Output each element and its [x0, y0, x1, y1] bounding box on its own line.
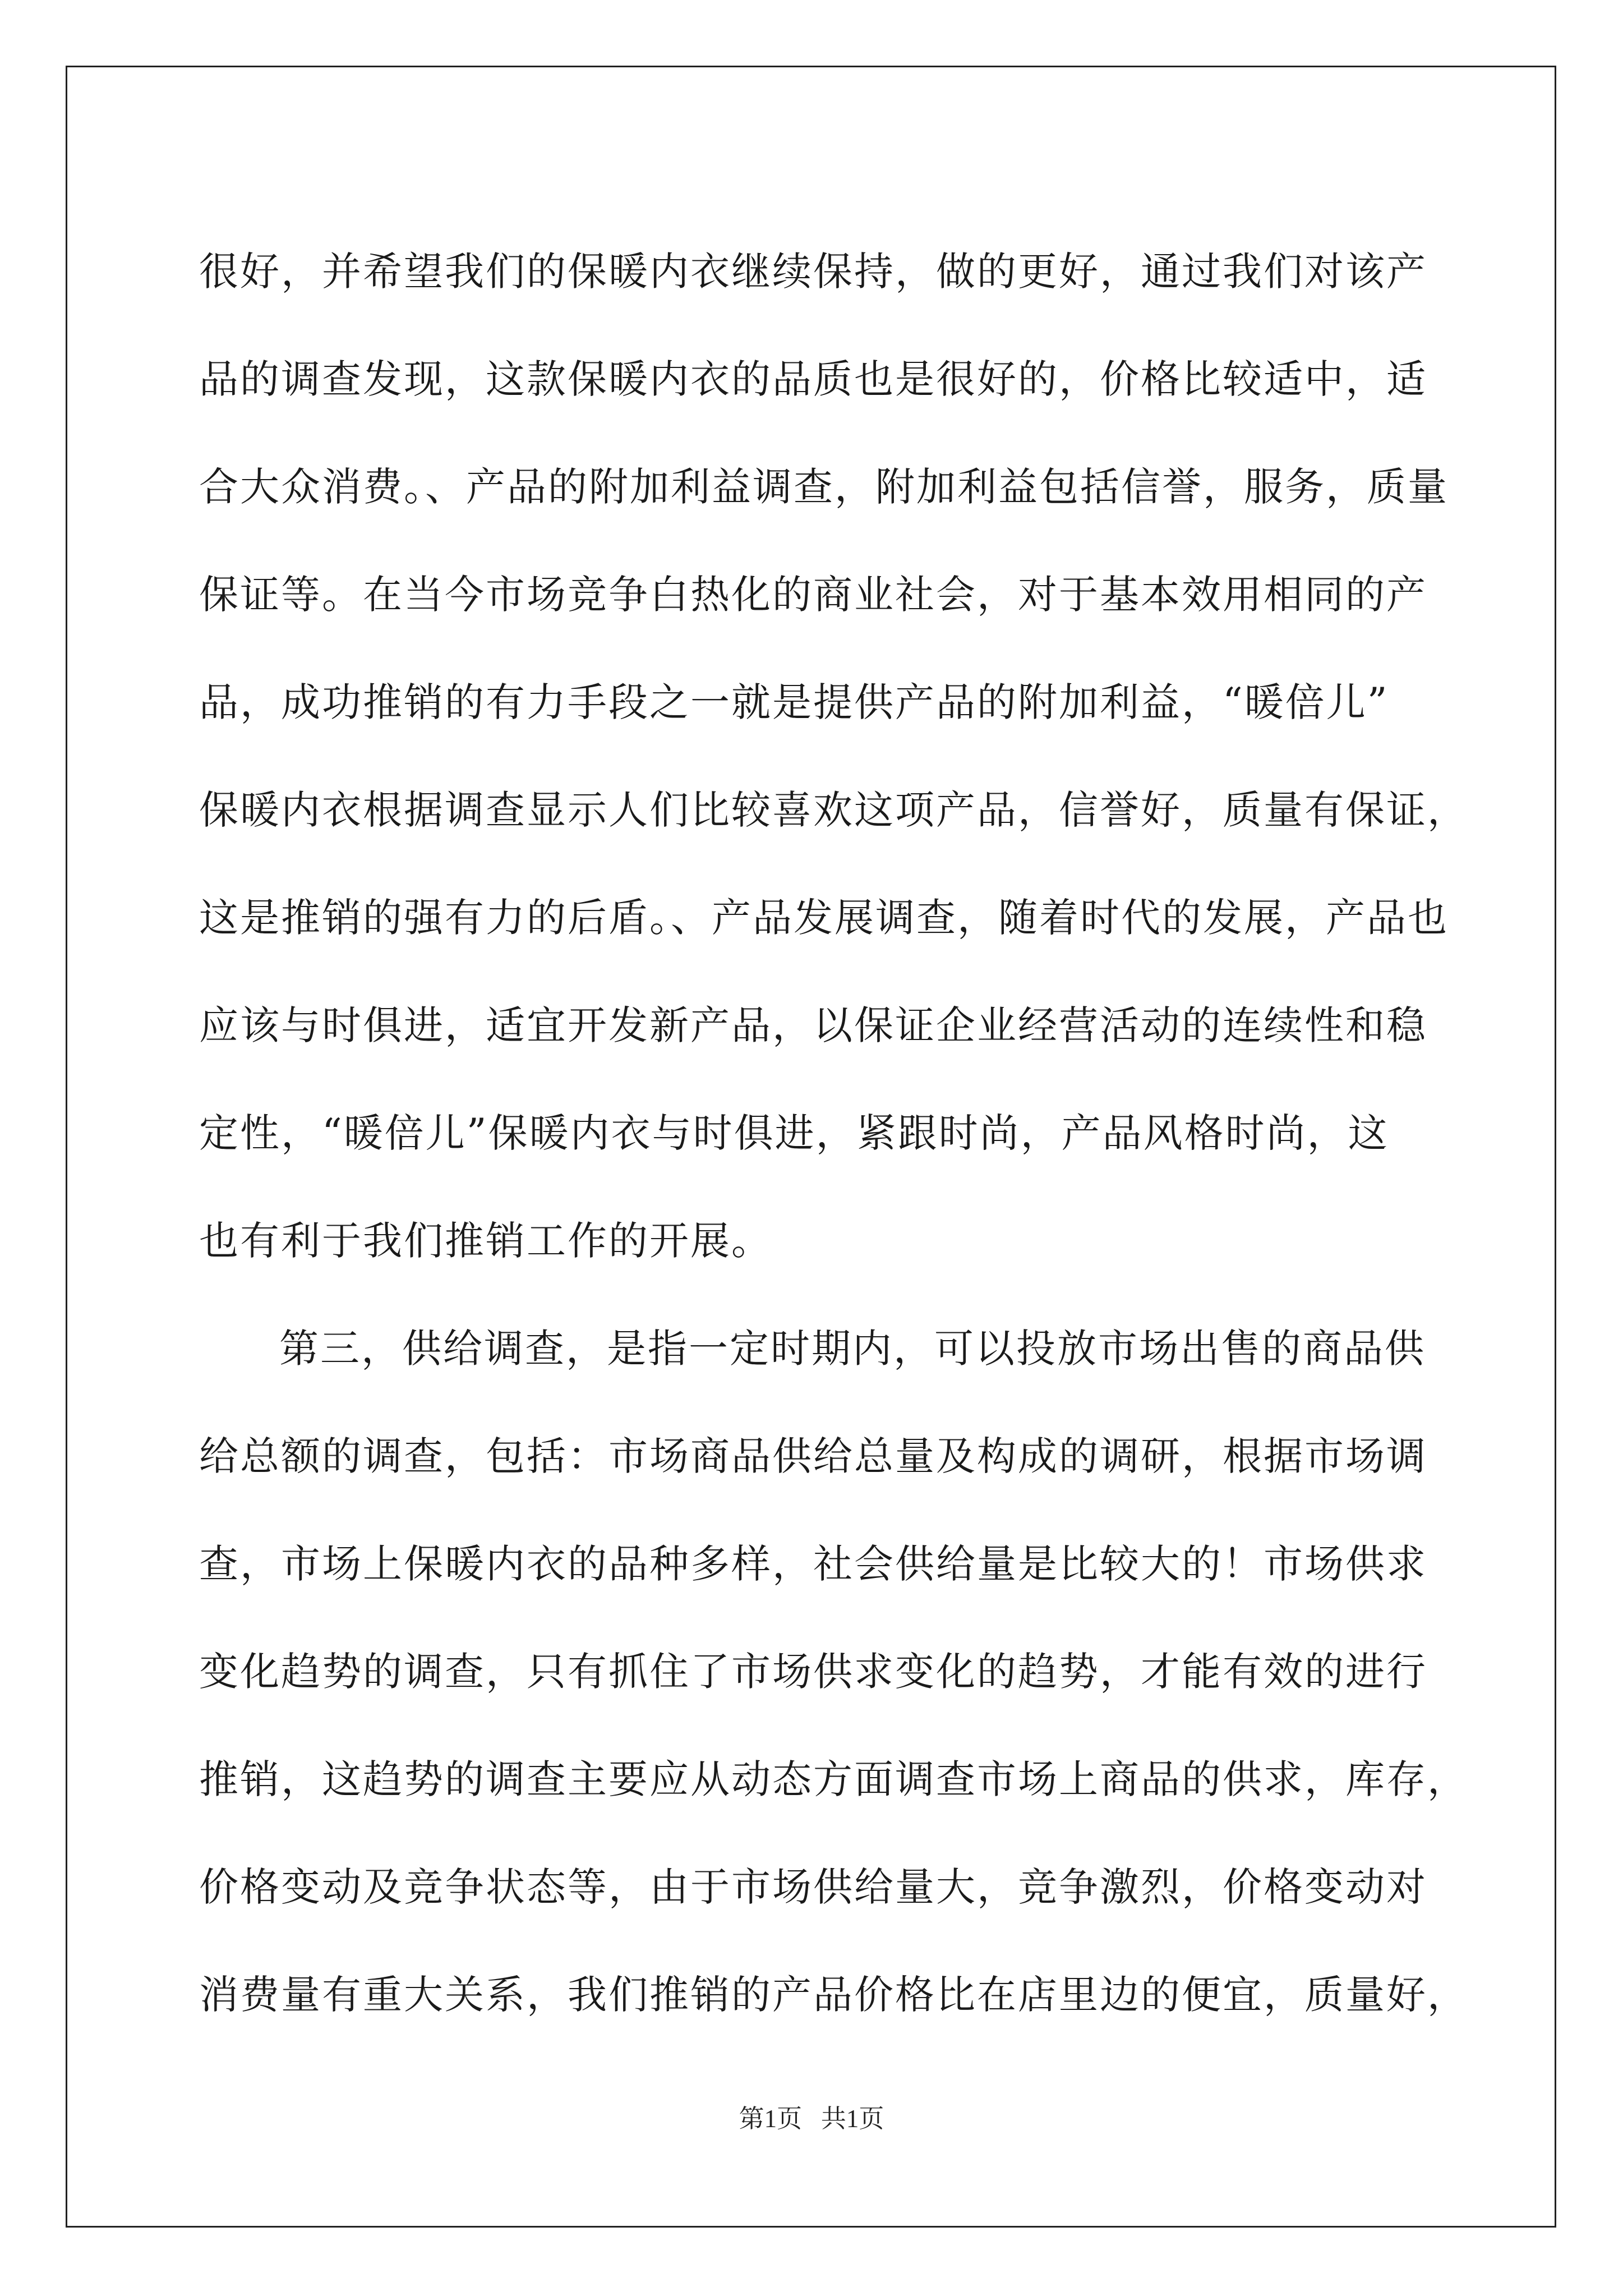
text-line: 推销，这趋势的调查主要应从动态方面调查市场上商品的供求，库存， — [199, 1756, 1468, 1802]
paragraph-start-line: 第三，供给调查，是指一定时期内，可以投放市场出售的商品供 — [279, 1326, 1426, 1372]
text-line: 给总额的调查，包括：市场商品供给总量及构成的调研，根据市场调 — [199, 1433, 1427, 1479]
text-line: 也有利于我们推销工作的开展。 — [199, 1218, 772, 1264]
text-line: 很好，并希望我们的保暖内衣继续保持，做的更好，通过我们对该产 — [199, 249, 1427, 295]
text-line: 品的调查发现，这款保暖内衣的品质也是很好的，价格比较适中，适 — [199, 356, 1427, 402]
text-line: 这是推销的强有力的后盾。、产品发展调查，随着时代的发展，产品也 — [199, 895, 1449, 941]
page-number-footer: 第1页 共1页 — [739, 2105, 884, 2133]
text-line: 保证等。在当今市场竞争白热化的商业社会，对于基本效用相同的产 — [199, 572, 1427, 618]
text-line: 变化趋势的调查，只有抓住了市场供求变化的趋势，才能有效的进行 — [199, 1649, 1427, 1695]
text-line: 定性，“暖倍儿”保暖内衣与时俱进，紧跟时尚，产品风格时尚，这 — [199, 1110, 1389, 1156]
text-line: 保暖内衣根据调查显示人们比较喜欢这项产品，信誉好，质量有保证， — [199, 787, 1468, 833]
text-line: 查，市场上保暖内衣的品种多样，社会供给量是比较大的！市场供求 — [199, 1541, 1427, 1587]
document-body — [199, 218, 1468, 2049]
text-line: 价格变动及竞争状态等，由于市场供给量大，竞争激烈，价格变动对 — [199, 1864, 1427, 1910]
text-line: 合大众消费。、产品的附加利益调查，附加利益包括信誉，服务，质量 — [199, 464, 1449, 510]
text-line: 品，成功推销的有力手段之一就是提供产品的附加利益，“暖倍儿” — [199, 679, 1389, 725]
text-line: 应该与时俱进，适宜开发新产品，以保证企业经营活动的连续性和稳 — [199, 1002, 1427, 1048]
text-line: 消费量有重大关系，我们推销的产品价格比在店里边的便宜，质量好， — [199, 1972, 1468, 2018]
